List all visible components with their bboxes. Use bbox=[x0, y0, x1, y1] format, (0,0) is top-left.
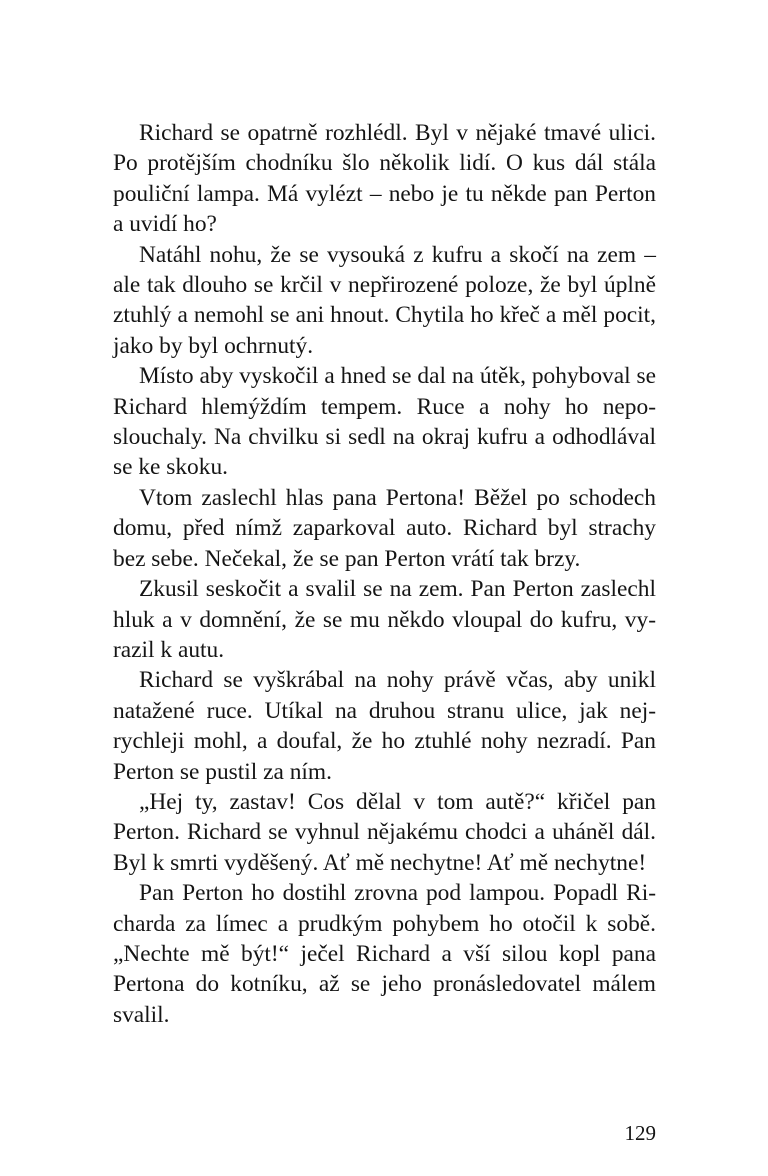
paragraph-2: Natáhl nohu, že se vysouká z kufru a skočí na zem – ale tak dlouho se krčil v nepřirozené poloze, že byl úplně ztuhlý a nemohl se ani hnout. Chytila ho křeč a měl pocit, jako by byl ochrnutý. bbox=[113, 241, 656, 359]
page-number: 129 bbox=[624, 1121, 656, 1145]
body-text bbox=[113, 118, 656, 1030]
paragraph-3: Místo aby vyskočil a hned se dal na útěk, pohyboval se Richard hlemýždím tempem. Ruce a nohy ho neposlouchaly. Na chvilku si sedl na okraj kufru a odhodlával se ke skoku. bbox=[113, 363, 656, 481]
paragraph-5: Zkusil seskočit a svalil se na zem. Pan Perton zaslechl hluk a v domnění, že se mu někdo vloupal do kufru, vyrazil k autu. bbox=[113, 576, 656, 663]
paragraph-7: „Hej ty, zastav! Cos dělal v tom autě?“ křičel pan Perton. Richard se vyhnul nějakému chodci a uháněl dál. Byl k smrti vyděšený. Ať mě nechytne! Ať mě nechytne! bbox=[113, 788, 656, 876]
paragraph-6: Richard se vyškrábal na nohy právě včas, aby unikl natažené ruce. Utíkal na druhou stranu ulice, jak nejrychleji mohl, a doufal, že ho ztuhlé nohy nezradí. Pan Perton se pustil za ním. bbox=[113, 667, 656, 785]
paragraph-1: Richard se opatrně rozhlédl. Byl v nějaké tmavé ulici. Po protějším chodníku šlo několik lidí. O kus dál stála pouliční lampa. Má vylézt – nebo je tu někde pan Perton a uvidí ho? bbox=[113, 120, 656, 238]
paragraph-4: Vtom zaslechl hlas pana Pertona! Běžel po schodech domu, před nímž zaparkoval auto. Richard byl strachy bez sebe. Nečekal, že se pan Perton vrátí tak brzy. bbox=[113, 484, 656, 572]
paragraph-8: Pan Perton ho dostihl zrovna pod lampou. Popadl Richarda za límec a prudkým pohybem ho otočil k sobě. „Nechte mě být!“ ječel Richard a vší silou kopl pana Pertona do kotníku, až se jeho pronásledovatel málem svalil. bbox=[113, 880, 656, 1028]
